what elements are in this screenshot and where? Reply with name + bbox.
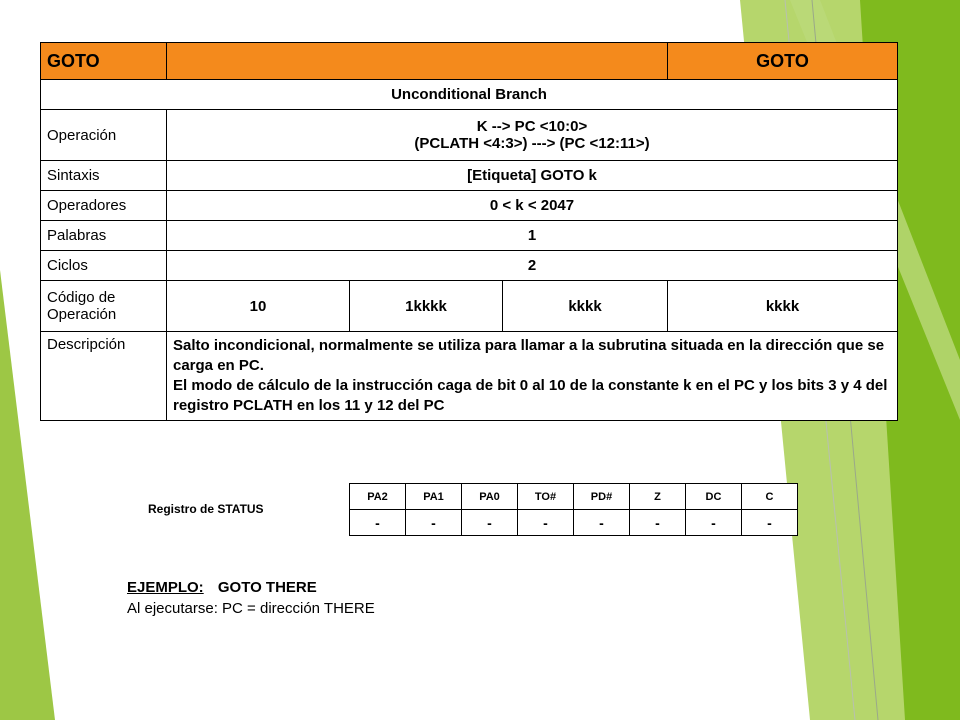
subtitle: Unconditional Branch: [41, 80, 898, 110]
codigo-part-3: kkkk: [503, 281, 668, 332]
operadores-label: Operadores: [41, 191, 167, 221]
status-bit: TO#: [518, 484, 574, 510]
status-bits-row: [350, 484, 798, 510]
ciclos-row: [41, 251, 898, 281]
sintaxis-label: Sintaxis: [41, 161, 167, 191]
operadores-value: 0 < k < 2047: [167, 191, 898, 221]
example-line: [127, 577, 375, 598]
example-result: Al ejecutarse: PC = dirección THERE: [127, 600, 375, 617]
header-spacer: [167, 43, 668, 80]
status-bit: PA1: [406, 484, 462, 510]
example-instruction: GOTO THERE: [217, 579, 317, 596]
header-row: [41, 43, 898, 80]
descripcion-line1: Salto incondicional, normalmente se utiliza para llamar a la subrutina situada en la dirección que se carga en PC.: [173, 337, 885, 374]
codigo-part-4: kkkk: [668, 281, 898, 332]
operacion-value: [167, 110, 898, 161]
status-bit: PA2: [350, 484, 406, 510]
status-value: -: [462, 510, 518, 536]
operacion-row: [41, 110, 898, 161]
palabras-row: [41, 221, 898, 251]
header-right: GOTO: [668, 43, 898, 80]
operacion-line2: (PCLATH <4:3>) ---> (PC <12:11>): [414, 135, 650, 152]
goto-instruction-table: [40, 42, 898, 421]
descripcion-value: [167, 332, 898, 421]
codigo-part-2: 1kkkk: [350, 281, 503, 332]
status-value: -: [350, 510, 406, 536]
ciclos-label: Ciclos: [41, 251, 167, 281]
status-value: -: [686, 510, 742, 536]
status-value: -: [742, 510, 798, 536]
operacion-label: Operación: [41, 110, 167, 161]
status-bit: PA0: [462, 484, 518, 510]
header-left: GOTO: [41, 43, 167, 80]
palabras-value: 1: [167, 221, 898, 251]
descripcion-line2: El modo de cálculo de la instrucción caga de bit 0 al 10 de la constante k en el PC y los bits 3 y 4 del registro PCLATH en los 11 y 12 del PC: [173, 377, 888, 414]
codigo-part-1: 10: [167, 281, 350, 332]
subtitle-row: [41, 80, 898, 110]
sintaxis-row: [41, 161, 898, 191]
status-bit: Z: [630, 484, 686, 510]
operacion-line1: K --> PC <10:0>: [476, 118, 588, 135]
status-value: -: [406, 510, 462, 536]
codigo-row: [41, 281, 898, 332]
sintaxis-value: [Etiqueta] GOTO k: [167, 161, 898, 191]
status-bit: DC: [686, 484, 742, 510]
status-bit: C: [742, 484, 798, 510]
codigo-label: Código de Operación: [41, 281, 167, 332]
status-values-row: [350, 510, 798, 536]
status-value: -: [574, 510, 630, 536]
palabras-label: Palabras: [41, 221, 167, 251]
descripcion-row: [41, 332, 898, 421]
example-keyword: EJEMPLO:: [127, 579, 204, 596]
status-register-label: Registro de STATUS: [148, 502, 264, 516]
ciclos-value: 2: [167, 251, 898, 281]
status-value: -: [518, 510, 574, 536]
status-bit: PD#: [574, 484, 630, 510]
operadores-row: [41, 191, 898, 221]
descripcion-label: Descripción: [41, 332, 167, 421]
example-block: [127, 577, 375, 619]
status-value: -: [630, 510, 686, 536]
status-register-table: [349, 483, 798, 536]
